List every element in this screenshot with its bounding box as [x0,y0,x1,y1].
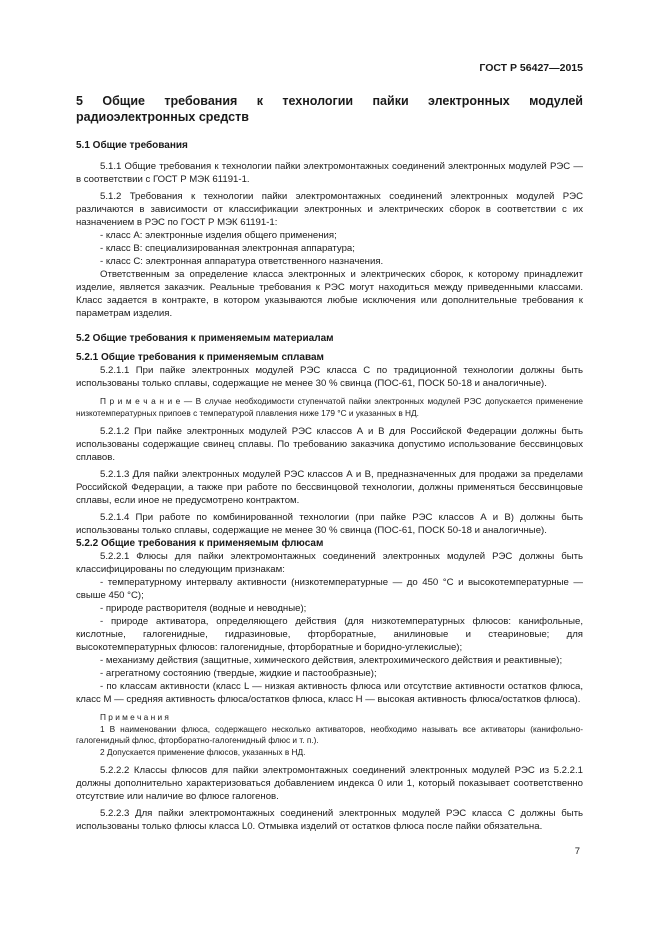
subsection-5-2-1-title: 5.2.1 Общие требования к применяемым сплавам [76,352,324,363]
note-label: П р и м е ч а н и е [100,396,181,406]
page-content [76,93,583,833]
notes-label: П р и м е ч а н и я [100,712,169,722]
subsection-5-2-title: 5.2 Общие требования к применяемым материалам [76,333,334,344]
note-item: 2 Допускается применение флюсов, указанных в НД. [100,746,306,757]
list-item: - по классам активности (класс L — низкая активность флюса или отсутствие активности остатков флюса, класс М — средняя активность флюса/остатков флюса, класс Н — высокая активность флюса/остатков флюса). [76,681,583,705]
page-number: 7 [574,846,580,857]
subsection-5-2-2-label: 5.2.2 Общие требования к применяемым флюсам [76,538,324,549]
list-item: - механизму действия (защитные, химического действия, электрохимического действия и реактивные); [100,655,563,666]
standard-header: ГОСТ Р 56427—2015 [479,62,583,74]
list-item: - класс С: электронная аппаратура ответственного назначения. [100,256,384,267]
subsection-5-1-title: 5.1 Общие требования [76,140,188,151]
paragraph-5-2-1-4: 5.2.1.4 При работе по комбинированной технологии (при пайке РЭС классов А и В) должны быть использованы только сплавы, содержащие не менее 30 % свинца (ПОС-61, ПОСК 50-18 и аналогичные). [76,512,583,536]
list-item: - природе активатора, определяющего действия (для низкотемпературных флюсов: канифольные, кислотные, галогенидные, гидразиновые, фторборатные, анилиновые и стеариновые; для высокотемпературных флюсов: галогенидные, фторборатные и боридно-углекислые); [76,616,583,653]
list-item: - класс А: электронные изделия общего применения; [100,230,337,241]
paragraph-5-2-2-2: 5.2.2.2 Классы флюсов для пайки электромонтажных соединений электронных модулей РЭС из 5.2.2.1 должны дополнительно характеризоваться добавлением индекса 0 или 1, который показывает соответственно отсутствие или наличие во флюсе галогенов. [76,765,583,802]
list-item: - природе растворителя (водные и неводные); [100,603,307,614]
paragraph-5-1-1: 5.1.1 Общие требования к технологии пайки электромонтажных соединений электронных модулей РЭС — в соответствии с ГОСТ Р МЭК 61191-1. [76,161,583,185]
paragraph-5-2-1-2: 5.2.1.2 При пайке электронных модулей РЭС классов А и В для Российской Федерации должны быть использованы содержащие свинец сплавы. По требованию заказчика допустимо использование бессвинцовых сплавов. [76,426,583,463]
subsection-5-2-2-title [76,537,583,550]
list-item: - температурному интервалу активности (низкотемпературные — до 450 °С и высокотемпературные — свыше 450 °С); [76,577,583,601]
section-5-title: 5 Общие требования к технологии пайки электронных модулей [76,94,583,108]
note-text: — В случае необходимости ступенчатой пайки электронных модулей РЭС допускается применение низкотемпературных припоев с температурой плавления ниже 179 °С и указанных в НД. [76,396,583,418]
paragraph-5-2-1-1: 5.2.1.1 При пайке электронных модулей РЭС класса С по традиционной технологии должны быть использованы только сплавы, содержащие не менее 30 % свинца (ПОС-61, ПОСК 50-18 и аналогичные). [76,365,583,389]
note-item: 1 В наименовании флюса, содержащего несколько активаторов, необходимо называть все активаторы (канифольно-галогенидный флюс, фторборатно-галогенидный флюс и т. п.). [76,723,583,745]
paragraph-5-2-2-3: 5.2.2.3 Для пайки электромонтажных соединений электронных модулей РЭС класса С должны быть использованы только флюсы класса L0. Отмывка изделий от остатков флюса после пайки обязательна. [76,808,583,832]
note-1 [76,396,583,419]
paragraph-5-1-2: 5.1.2 Требования к технологии пайки электромонтажных соединений электронных модулей РЭС различаются в зависимости от классификации электронных и электрических сборок в соответствии с их назначением в РЭС по ГОСТ Р МЭК 61191-1: [76,191,583,228]
paragraph-5-1-2-cont: Ответственным за определение класса электронных и электрических сборок, к которому принадлежит изделие, является заказчик. Реальные требования к РЭС могут находиться между приведенными классами. Класс задается в контракте, в котором указываются любые исключения или дополнительные требования к параметрам изделия. [76,269,583,319]
list-item: - класс В: специализированная электронная аппаратура; [100,243,355,254]
paragraph-5-2-2-1: 5.2.2.1 Флюсы для пайки электромонтажных соединений электронных модулей РЭС должны быть классифицированы по следующим признакам: [76,551,583,575]
section-5-title-cont: радиоэлектронных средств [76,110,249,124]
paragraph-5-2-1-3: 5.2.1.3 Для пайки электронных модулей РЭС классов А и В, предназначенных для продажи за пределами Российской Федерации, а также при работе по бессвинцовой технологии, должны применяться бессвинцовые сплавы, если иное не предусмотрено контрактом. [76,469,583,506]
list-item: - агрегатному состоянию (твердые, жидкие и пастообразные); [100,668,377,679]
